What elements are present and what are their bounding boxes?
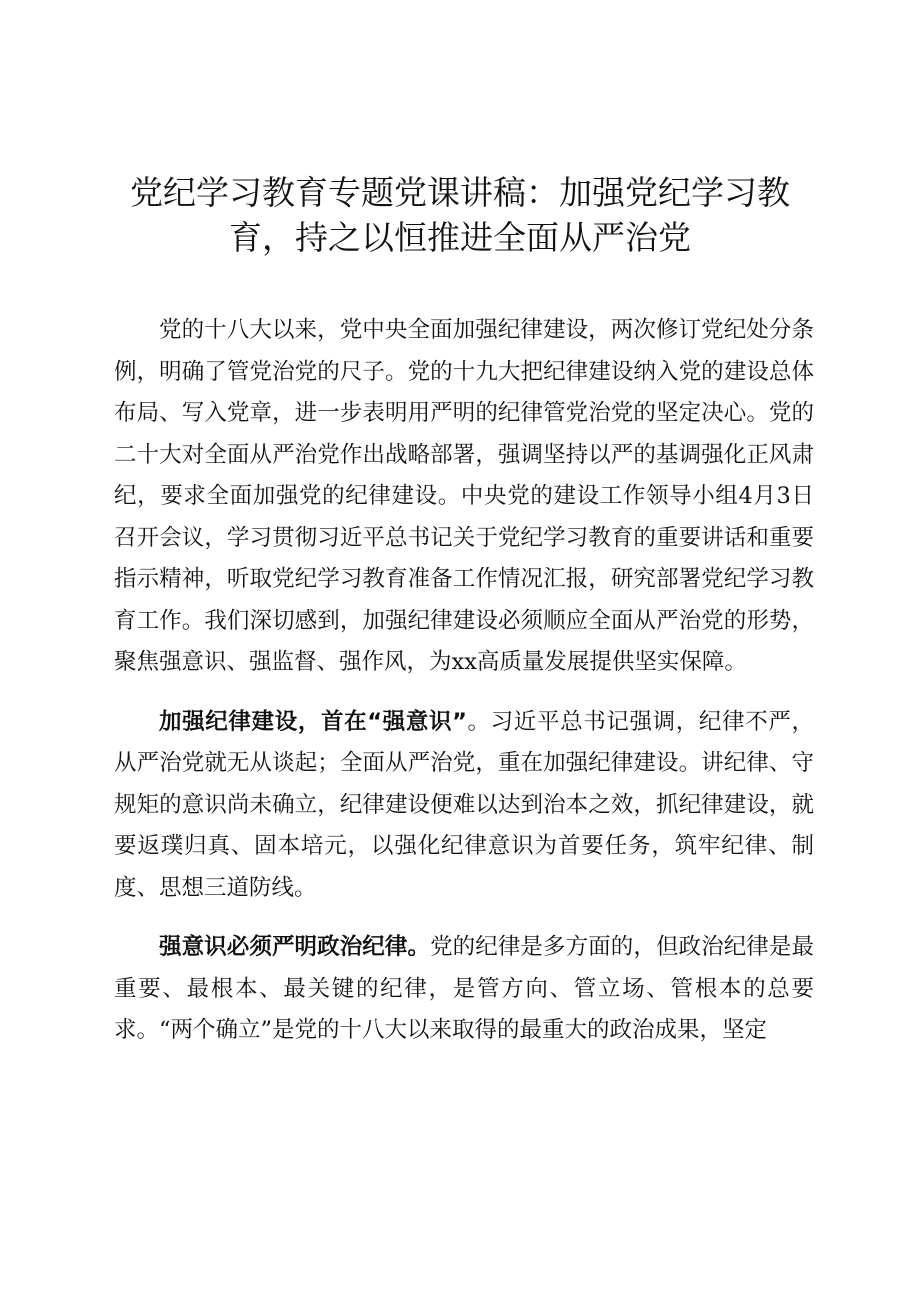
title-line-1: 党纪学习教育专题党课讲稿：加强党纪学习教 [130, 173, 790, 212]
paragraph-text: 党的十八大以来，党中央全面加强纪律建设，两次修订党纪处分条例，明确了管党治党的尺子。党的十九大把纪律建设纳入党的建设总体布局、写入党章，进一步表明用严明的纪律管党治党的坚定决心。党的二十大对全面从严治党作出战略部署，强调坚持以严的基调强化正风肃纪，要求全面加强党的纪律建设。中央党的建设工作领导小组4月3日召开会议，学习贯彻习近平总书记关于党纪学习教育的重要讲话和重要指示精神，听取党纪学习教育准备工作情况汇报，研究部署党纪学习教育工作。我们深切感到，加强纪律建设必须顺应全面从严治党的形势，聚焦强意识、强监督、强作风，为xx高质量发展提供坚实保障。 [114, 317, 814, 675]
document-title [100, 170, 820, 260]
document-body [114, 310, 814, 1070]
paragraph-lead: 加强纪律建设，首在“强意识” [159, 708, 467, 735]
title-line-2: 育，持之以恒推进全面从严治党 [229, 218, 691, 257]
paragraph-lead: 强意识必须严明政治纪律。 [159, 934, 431, 960]
paragraph-text: 。习近平总书记强调，纪律不严，从严治党就无从谈起；全面从严治党，重在加强纪律建设。讲纪律、守规矩的意识尚未确立，纪律建设便难以达到治本之效，抓纪律建设，就要返璞归真、固本培元，以强化纪律意识为首要任务，筑牢纪律、制度、思想三道防线。 [114, 708, 814, 901]
paragraph-intro [114, 310, 814, 684]
paragraph-text: 党的纪律是多方面的，但政治纪律是最重要、最根本、最关键的纪律，是管方向、管立场、管根本的总要求。“两个确立”是党的十八大以来取得的最重大的政治成果，坚定 [114, 934, 814, 1043]
paragraph-political-discipline [114, 927, 814, 1052]
paragraph-strengthen-awareness [114, 702, 814, 910]
